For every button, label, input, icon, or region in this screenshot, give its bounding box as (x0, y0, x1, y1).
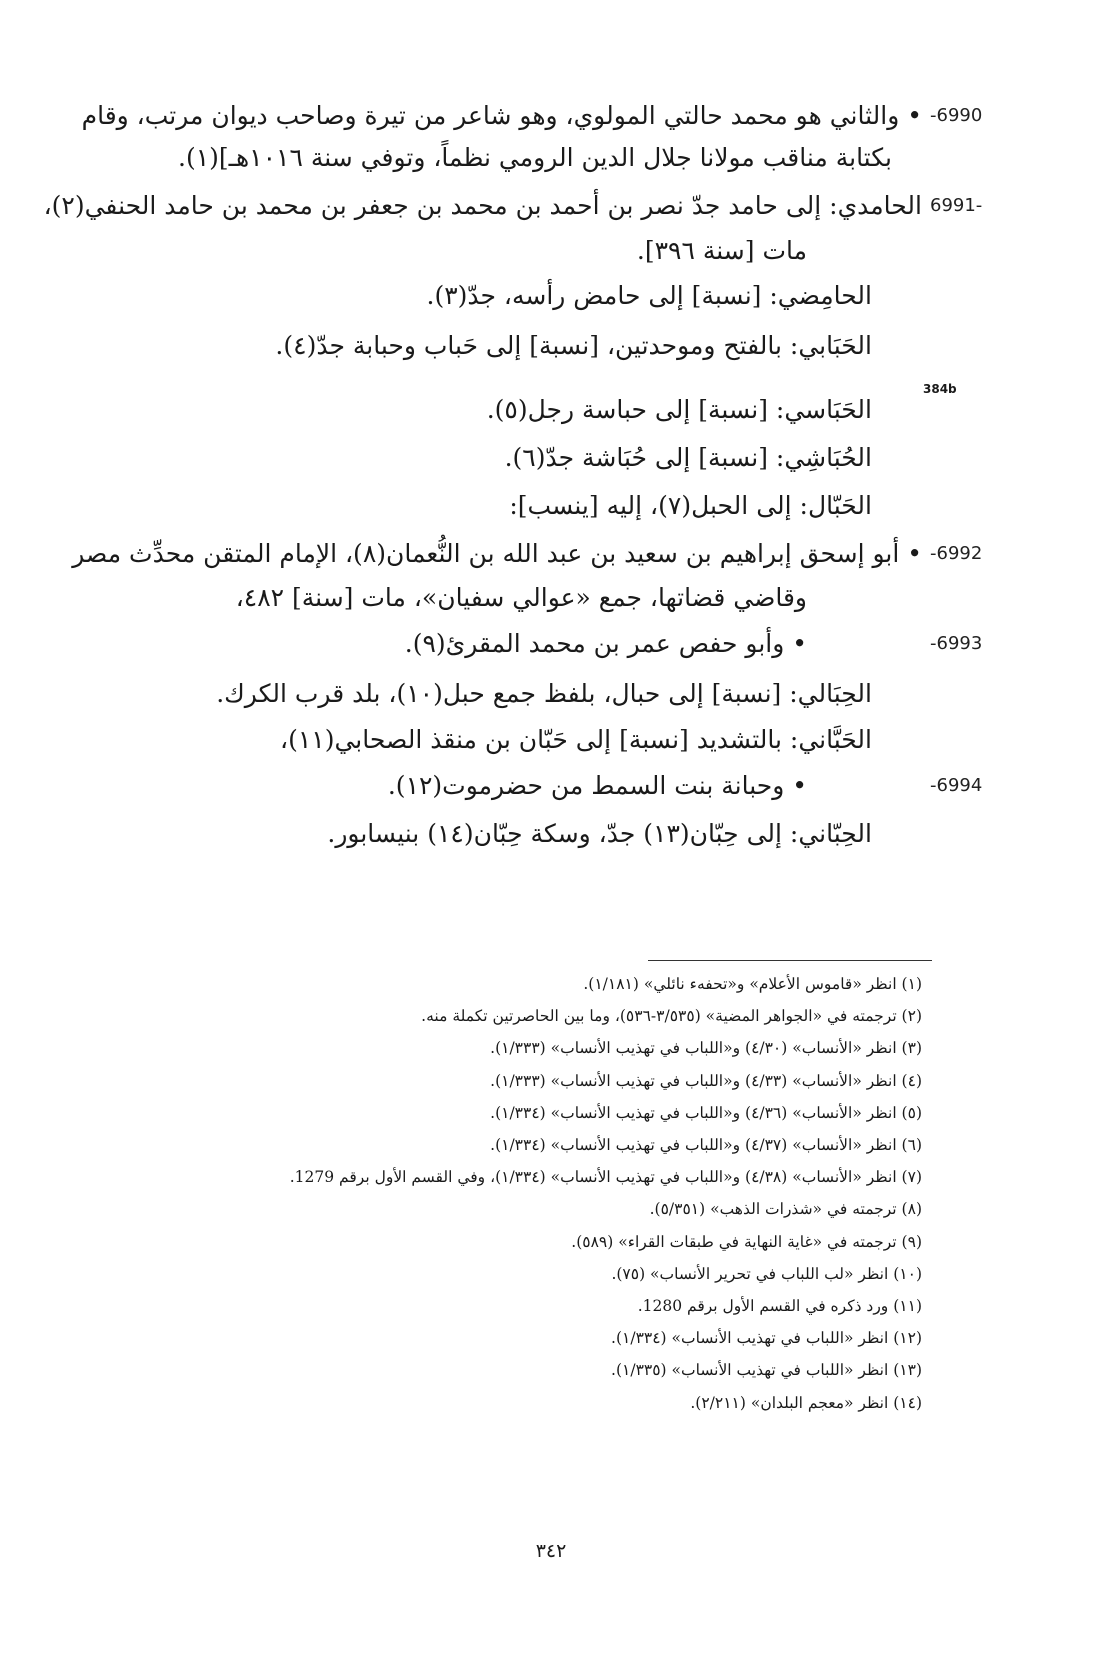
footnote: (١١) ورد ذكره في القسم الأول برقم 1280. (637, 1297, 922, 1315)
text-line: • وحبانة بنت السمط من حضرموت(١٢). (387, 771, 807, 800)
text-line: الحَبّال: إلى الحبل(٧)، إليه [ينسب]: (509, 491, 872, 520)
text-line: وقاضي قضاتها، جمع «عوالي سفيان»، مات [سنة] ٤٨٢، (235, 583, 807, 612)
footnote: (١٠) انظر «لب اللباب في تحرير الأنساب» (٧٥). (611, 1264, 922, 1283)
text-line: الحَبَّاني: بالتشديد [نسبة] إلى حَبّان بن منقذ الصحابي(١١)، (280, 725, 872, 754)
footnote: (٨) ترجمته في «شذرات الذهب» (٥/٣٥١). (649, 1200, 922, 1219)
footnote-separator (648, 960, 932, 961)
footnote: (١) انظر «قاموس الأعلام» و«تحفهء نائلي» (١/١٨١). (583, 975, 922, 993)
footnote: (٢) ترجمته في «الجواهر المضية» (٣/٥٣٥-٥٣٦)، وما بين الحاصرتين تكملة منه. (421, 1007, 922, 1026)
text-line: الحامدي: إلى حامد جدّ نصر بن أحمد بن محمد بن جعفر بن محمد بن حامد الحنفي(٢)، (43, 191, 922, 220)
page-number: ٣٤٢ (535, 1540, 567, 1562)
footnote: (٩) ترجمته في «غاية النهاية في طبقات القراء» (٥٨٩). (571, 1232, 922, 1251)
text-line: مات [سنة ٣٩٦]. (636, 236, 807, 265)
text-line: الحامِضي: [نسبة] إلى حامض رأسه، جدّ(٣). (426, 281, 872, 310)
footnote: (١٣) انظر «اللباب في تهذيب الأنساب» (١/٣٣٥). (611, 1361, 922, 1380)
text-line: • أبو إسحق إبراهيم بن سعيد بن عبد الله بن النُّعمان(٨)، الإمام المتقن محدِّث مصر (72, 539, 922, 568)
footnote: (٣) انظر «الأنساب» (٤/٣٠) و«اللباب في تهذيب الأنساب» (١/٣٣٣). (490, 1039, 922, 1058)
margin-folio-mark: 384b (923, 382, 957, 396)
text-line: الحَبَابي: بالفتح وموحدتين، [نسبة] إلى حَباب وحبابة جدّ(٤). (275, 331, 872, 360)
text-line: الحَبَاسي: [نسبة] إلى حباسة رجل(٥). (486, 395, 872, 424)
text-line: الحِبّاني: إلى حِبّان(١٣) جدّ، وسكة حِبّان(١٤) بنيسابور. (327, 819, 872, 848)
footnote: (٧) انظر «الأنساب» (٤/٣٨) و«اللباب في تهذيب الأنساب» (١/٣٣٤)، وفي القسم الأول برقم 1279. (289, 1168, 922, 1187)
footnote: (٤) انظر «الأنساب» (٤/٣٣) و«اللباب في تهذيب الأنساب» (١/٣٣٣). (490, 1071, 922, 1090)
text-line: الحِبَالي: [نسبة] إلى حبال، بلفظ جمع حبل(١٠)، بلد قرب الكرك. (216, 679, 872, 708)
text-line: بكتابة مناقب مولانا جلال الدين الرومي نظماً، وتوفي سنة ١٠١٦هـ](١). (178, 143, 892, 172)
entry-number: -6990 (930, 105, 983, 126)
entry-number: -6992 (930, 543, 983, 564)
entry-number: 6991- (930, 195, 983, 216)
footnote: (٥) انظر «الأنساب» (٤/٣٦) و«اللباب في تهذيب الأنساب» (١/٣٣٤). (490, 1103, 922, 1122)
text-line: الحُبَاشِي: [نسبة] إلى حُبَاشة جدّ(٦). (504, 443, 872, 472)
footnote: (١٢) انظر «اللباب في تهذيب الأنساب» (١/٣٣٤). (611, 1329, 922, 1348)
text-line: • وأبو حفص عمر بن محمد المقرئ(٩). (404, 629, 807, 658)
footnote: (١٤) انظر «معجم البلدان» (٢/٢١١). (690, 1393, 922, 1412)
text-line: • والثاني هو محمد حالتي المولوي، وهو شاعر من تيرة وصاحب ديوان مرتب، وقام (81, 101, 922, 130)
footnote: (٦) انظر «الأنساب» (٤/٣٧) و«اللباب في تهذيب الأنساب» (١/٣٣٤). (490, 1136, 922, 1154)
entry-number: -6993 (930, 633, 983, 654)
entry-number: -6994 (930, 775, 983, 796)
